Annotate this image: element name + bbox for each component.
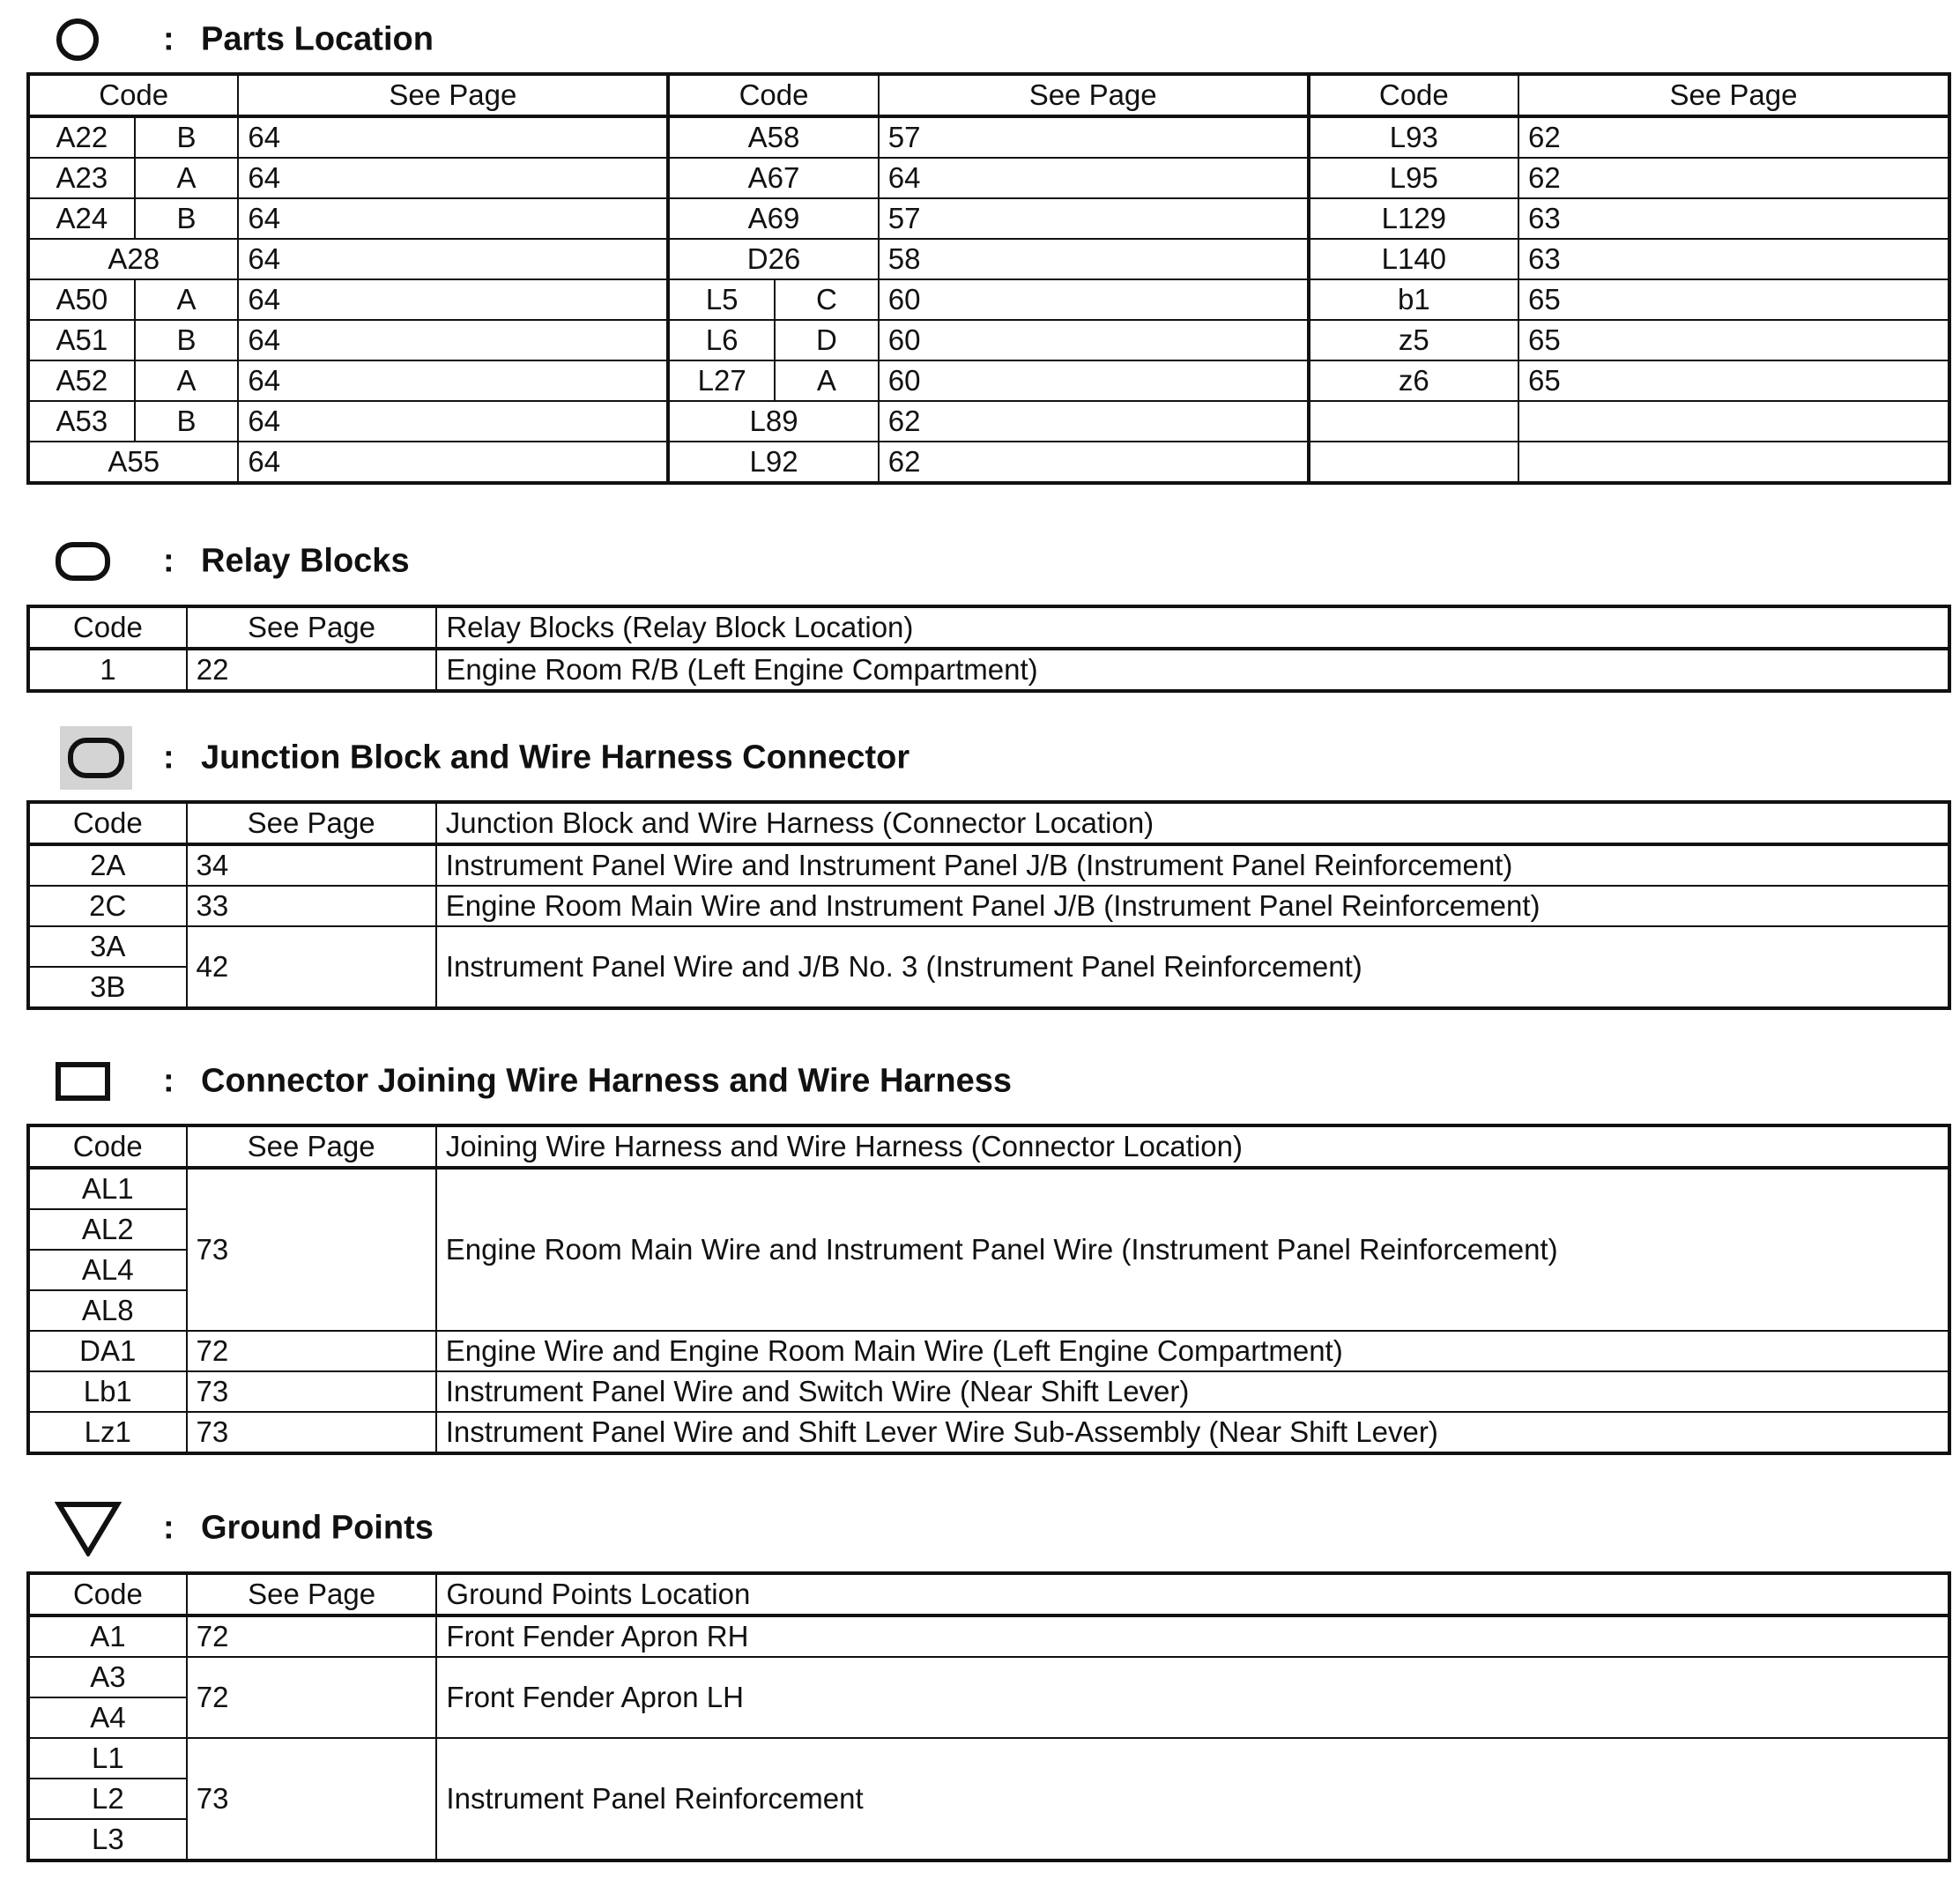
code-cell: A3: [28, 1657, 187, 1697]
column-header-see-page: See Page: [238, 74, 668, 116]
see-page-cell: [1518, 401, 1949, 442]
code-cell: DA1: [28, 1331, 187, 1371]
see-page-cell: 62: [1518, 116, 1949, 158]
see-page-cell: 64: [238, 320, 668, 360]
see-page-cell: 57: [879, 198, 1309, 239]
column-header-code: Code: [28, 1573, 187, 1615]
location-cell: Engine Wire and Engine Room Main Wire (Left Engine Compartment): [436, 1331, 1949, 1371]
see-page-cell: 64: [879, 158, 1309, 198]
shaded-rounded-rect-icon: [60, 726, 132, 790]
table-row: [28, 442, 1949, 483]
joining-connector-table: [26, 1124, 1951, 1455]
code-cell: A52: [28, 360, 135, 401]
code-cell: A51: [28, 320, 135, 360]
see-page-cell: 65: [1518, 320, 1949, 360]
code-cell: A55: [28, 442, 238, 483]
connector-code-cell: A: [135, 158, 239, 198]
column-header-location: Ground Points Location: [436, 1573, 1949, 1615]
code-cell: A50: [28, 279, 135, 320]
table-row: [28, 1738, 1949, 1779]
see-page-cell: 63: [1518, 239, 1949, 279]
code-cell: 2A: [28, 844, 187, 886]
column-header-see-page: See Page: [1518, 74, 1949, 116]
see-page-cell: 62: [879, 401, 1309, 442]
see-page-cell: 42: [187, 926, 436, 1008]
code-cell: [1309, 442, 1518, 483]
column-header-location: Junction Block and Wire Harness (Connector Location): [436, 802, 1949, 844]
see-page-cell: 60: [879, 279, 1309, 320]
code-cell: L5: [668, 279, 775, 320]
column-header-code: Code: [28, 802, 187, 844]
code-cell: 1: [28, 649, 187, 691]
location-cell: Instrument Panel Reinforcement: [436, 1738, 1949, 1860]
column-header-see-page: See Page: [187, 1573, 437, 1615]
ground-title: Ground Points: [201, 1509, 434, 1547]
see-page-cell: 73: [187, 1371, 436, 1412]
see-page-cell: 62: [1518, 158, 1949, 198]
column-header-code: Code: [668, 74, 878, 116]
code-cell: L93: [1309, 116, 1518, 158]
table-row: [28, 320, 1949, 360]
code-cell: A1: [28, 1615, 187, 1657]
see-page-cell: [1518, 442, 1949, 483]
code-cell: 3B: [28, 967, 187, 1008]
column-header-see-page: See Page: [187, 1125, 436, 1168]
colon: :: [163, 542, 174, 580]
code-cell: A28: [28, 239, 238, 279]
code-cell: Lb1: [28, 1371, 187, 1412]
see-page-cell: 57: [879, 116, 1309, 158]
code-cell: L129: [1309, 198, 1518, 239]
connector-code-cell: A: [135, 360, 239, 401]
see-page-cell: 72: [187, 1615, 437, 1657]
code-cell: D26: [668, 239, 878, 279]
location-cell: Instrument Panel Wire and Instrument Panel J/B (Instrument Panel Reinforcement): [436, 844, 1949, 886]
code-cell: L92: [668, 442, 878, 483]
column-header-see-page: See Page: [187, 802, 436, 844]
code-cell: L2: [28, 1779, 187, 1819]
column-header-location: Joining Wire Harness and Wire Harness (Connector Location): [436, 1125, 1949, 1168]
code-cell: Lz1: [28, 1412, 187, 1453]
connector-code-cell: C: [775, 279, 879, 320]
see-page-cell: 73: [187, 1738, 437, 1860]
triangle-down-icon: [55, 1500, 122, 1556]
connector-code-cell: B: [135, 401, 239, 442]
see-page-cell: 64: [238, 158, 668, 198]
code-cell: A24: [28, 198, 135, 239]
table-row: [28, 844, 1949, 886]
see-page-cell: 58: [879, 239, 1309, 279]
code-cell: L6: [668, 320, 775, 360]
table-row: [28, 1168, 1949, 1209]
connector-code-cell: B: [135, 320, 239, 360]
see-page-cell: 64: [238, 401, 668, 442]
code-cell: L89: [668, 401, 878, 442]
column-header-code: Code: [28, 74, 238, 116]
table-header-row: [28, 606, 1949, 649]
code-cell: A53: [28, 401, 135, 442]
code-cell: A69: [668, 198, 878, 239]
location-cell: Engine Room Main Wire and Instrument Panel J/B (Instrument Panel Reinforcement): [436, 886, 1949, 926]
code-cell: z6: [1309, 360, 1518, 401]
code-cell: AL8: [28, 1290, 187, 1331]
table-row: [28, 158, 1949, 198]
see-page-cell: 72: [187, 1657, 437, 1738]
code-cell: b1: [1309, 279, 1518, 320]
table-row: [28, 1615, 1949, 1657]
table-row: [28, 1657, 1949, 1697]
see-page-cell: 72: [187, 1331, 436, 1371]
table-row: [28, 116, 1949, 158]
code-cell: [1309, 401, 1518, 442]
code-cell: AL2: [28, 1209, 187, 1250]
see-page-cell: 64: [238, 239, 668, 279]
junction-block-table: [26, 800, 1951, 1010]
table-header-row: [28, 1573, 1949, 1615]
code-cell: 3A: [28, 926, 187, 967]
location-cell: Engine Room Main Wire and Instrument Panel Wire (Instrument Panel Reinforcement): [436, 1168, 1949, 1331]
table-row: [28, 239, 1949, 279]
connector-code-cell: A: [775, 360, 879, 401]
column-header-code: Code: [28, 1125, 187, 1168]
location-cell: Instrument Panel Wire and J/B No. 3 (Instrument Panel Reinforcement): [436, 926, 1949, 1008]
code-cell: A22: [28, 116, 135, 158]
see-page-cell: 64: [238, 116, 668, 158]
see-page-cell: 73: [187, 1412, 436, 1453]
code-cell: A58: [668, 116, 878, 158]
table-row: [28, 926, 1949, 967]
code-cell: L3: [28, 1819, 187, 1860]
colon: :: [163, 20, 174, 58]
code-cell: A23: [28, 158, 135, 198]
colon: :: [163, 1509, 174, 1547]
column-header-code: Code: [28, 606, 187, 649]
code-cell: A67: [668, 158, 878, 198]
see-page-cell: 22: [187, 649, 437, 691]
location-cell: Front Fender Apron RH: [436, 1615, 1949, 1657]
code-cell: L27: [668, 360, 775, 401]
see-page-cell: 63: [1518, 198, 1949, 239]
see-page-cell: 60: [879, 320, 1309, 360]
see-page-cell: 64: [238, 198, 668, 239]
see-page-cell: 64: [238, 442, 668, 483]
table-row: [28, 401, 1949, 442]
code-cell: 2C: [28, 886, 187, 926]
colon: :: [163, 1062, 174, 1100]
table-header-row: [28, 74, 1949, 116]
code-cell: A4: [28, 1697, 187, 1738]
table-row: [28, 1371, 1949, 1412]
table-row: [28, 360, 1949, 401]
column-header-see-page: See Page: [879, 74, 1309, 116]
column-header-see-page: See Page: [187, 606, 437, 649]
code-cell: z5: [1309, 320, 1518, 360]
see-page-cell: 65: [1518, 279, 1949, 320]
parts-title: Parts Location: [201, 20, 434, 58]
table-header-row: [28, 802, 1949, 844]
rounded-rect-icon: [55, 540, 111, 583]
code-cell: AL4: [28, 1250, 187, 1290]
see-page-cell: 60: [879, 360, 1309, 401]
parts-location-table: [26, 72, 1951, 485]
location-cell: Instrument Panel Wire and Shift Lever Wire Sub-Assembly (Near Shift Lever): [436, 1412, 1949, 1453]
square-icon: [55, 1060, 111, 1103]
see-page-cell: 62: [879, 442, 1309, 483]
code-cell: L95: [1309, 158, 1518, 198]
location-cell: Engine Room R/B (Left Engine Compartment): [436, 649, 1949, 691]
connector-code-cell: B: [135, 198, 239, 239]
relay-title: Relay Blocks: [201, 542, 410, 580]
see-page-cell: 64: [238, 279, 668, 320]
joining-title: Connector Joining Wire Harness and Wire Harness: [201, 1062, 1012, 1100]
connector-code-cell: B: [135, 116, 239, 158]
junction-title: Junction Block and Wire Harness Connector: [201, 739, 910, 776]
column-header-location: Relay Blocks (Relay Block Location): [436, 606, 1949, 649]
see-page-cell: 34: [187, 844, 436, 886]
table-row: [28, 1331, 1949, 1371]
column-header-code: Code: [1309, 74, 1518, 116]
code-cell: L140: [1309, 239, 1518, 279]
see-page-cell: 64: [238, 360, 668, 401]
see-page-cell: 33: [187, 886, 436, 926]
table-row: [28, 886, 1949, 926]
code-cell: L1: [28, 1738, 187, 1779]
code-cell: AL1: [28, 1168, 187, 1209]
table-row: [28, 279, 1949, 320]
circle-icon: [55, 17, 100, 63]
table-row: [28, 198, 1949, 239]
see-page-cell: 65: [1518, 360, 1949, 401]
ground-points-table: [26, 1571, 1951, 1862]
location-cell: Instrument Panel Wire and Switch Wire (Near Shift Lever): [436, 1371, 1949, 1412]
location-cell: Front Fender Apron LH: [436, 1657, 1949, 1738]
table-row: [28, 649, 1949, 691]
colon: :: [163, 739, 174, 776]
connector-code-cell: A: [135, 279, 239, 320]
relay-blocks-table: [26, 605, 1951, 693]
table-header-row: [28, 1125, 1949, 1168]
connector-code-cell: D: [775, 320, 879, 360]
see-page-cell: 73: [187, 1168, 436, 1331]
table-row: [28, 1412, 1949, 1453]
